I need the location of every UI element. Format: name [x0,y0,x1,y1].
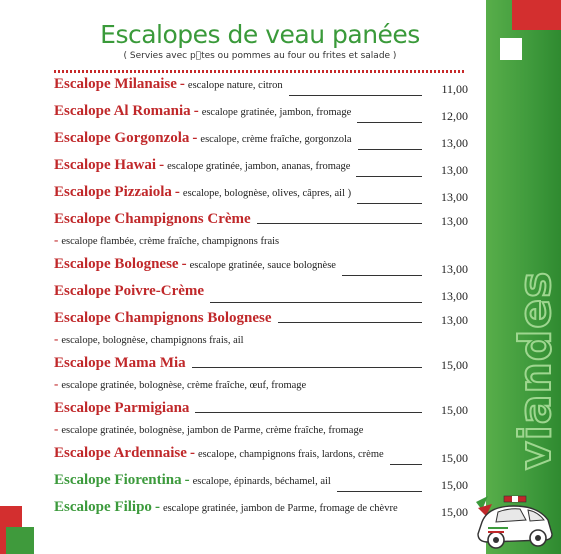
price-leader-line [342,275,422,276]
menu-item-row [54,256,468,283]
menu-item-row [54,445,468,472]
menu-item-row [54,103,468,130]
dish-description: escalope gratinée, jambon, fromage [201,107,352,118]
dish-name: Escalope Champignons Bolognese [54,310,272,326]
dish-description-line [54,420,468,445]
dish-price: 15,00 [441,403,468,417]
menu-list [54,76,468,526]
dish-name: Escalope Mama Mia [54,355,186,371]
price-leader-line [357,122,422,123]
dish-price: 13,00 [441,163,468,177]
dish-description: escalope, bolognèse, olives, câpres, ail ) [182,188,352,199]
dish-price: 12,00 [441,109,468,123]
dish-description: escalope, crème fraîche, gorgonzola [200,134,352,145]
menu-item [54,283,468,310]
menu-item-row [54,472,468,499]
dash-separator: - [179,76,185,92]
dish-price: 13,00 [441,190,468,204]
menu-item [54,355,468,400]
dash-separator: - [189,445,195,461]
dash-separator: - [174,184,180,200]
price-leader-line [192,367,422,368]
dash-separator: - [159,157,165,173]
dish-description-line [54,330,468,355]
price-leader-line [390,464,422,465]
menu-item-row [54,157,468,184]
dish-name: Escalope Fiorentina [54,472,182,488]
dish-price: 13,00 [441,289,468,303]
dish-price: 13,00 [441,313,468,327]
dish-name: Escalope Pizzaiola [54,184,172,200]
price-leader-line [210,302,422,303]
dish-description: escalope gratinée, jambon, ananas, fromage [167,161,351,172]
title-divider [54,70,466,73]
menu-item [54,130,468,157]
decorative-green-corner [6,527,34,554]
dish-name: Escalope Poivre-Crème [54,283,205,299]
menu-item [54,472,468,499]
price-leader-line [278,322,422,323]
dish-description: escalope gratinée, sauce bolognèse [189,260,336,271]
menu-item [54,184,468,211]
dish-price: 13,00 [441,136,468,150]
dish-name: Escalope Champignons Crème [54,211,251,227]
price-leader-line [257,223,422,224]
dash-separator: - [181,256,187,272]
menu-item [54,400,468,445]
menu-item [54,310,468,355]
dash-separator: - [54,331,59,346]
price-leader-line [337,491,422,492]
dish-name: Escalope Bolognese [54,256,179,272]
menu-item-row [54,130,468,157]
menu-item-row [54,355,468,375]
dish-description-line [54,231,468,256]
dish-description: escalope flambée, crème fraîche, champignons frais [61,236,280,247]
price-leader-line [357,203,422,204]
category-label-viandes: viandes [510,270,561,470]
price-leader-line [358,149,422,150]
page-title: Escalopes de veau panées [100,20,420,49]
menu-item-row [54,283,468,310]
menu-item-row [54,184,468,211]
dish-price: 15,00 [441,505,468,519]
dish-description: escalope, bolognèse, champignons frais, ail [61,335,244,346]
menu-item-row [54,310,468,330]
dish-price: 15,00 [441,451,468,465]
menu-item [54,211,468,256]
menu-item [54,103,468,130]
dish-name: Escalope Al Romania [54,103,191,119]
menu-item-row [54,499,468,526]
menu-item [54,157,468,184]
menu-item-row [54,400,468,420]
menu-item [54,445,468,472]
dish-name: Escalope Gorgonzola [54,130,190,146]
dash-separator: - [54,421,59,436]
pizza-car-icon [468,488,558,554]
dash-separator: - [192,130,198,146]
dish-description: escalope nature, citron [187,80,283,91]
dash-separator: - [154,499,160,515]
dish-description: escalope, champignons frais, lardons, crème [197,449,384,460]
dish-description: escalope gratinée, jambon de Parme, fromage de chèvre [162,503,398,514]
dish-name: Escalope Filipo [54,499,152,515]
page-subtitle: ( Servies avec p tes ou pommes au four ou frites et salade ) [123,51,397,61]
price-leader-line [195,412,422,413]
menu-item-row [54,211,468,231]
dish-name: Escalope Ardennaise [54,445,187,461]
dish-description: escalope gratinée, bolognèse, jambon de Parme, crème fraîche, fromage [61,425,364,436]
dish-name: Escalope Milanaise [54,76,177,92]
dash-separator: - [54,376,59,391]
dish-description: escalope, épinards, béchamel, ail [192,476,331,487]
menu-item [54,76,468,103]
menu-item [54,256,468,283]
menu-item [54,499,468,526]
dash-separator: - [54,232,59,247]
price-leader-line [289,95,422,96]
dash-separator: - [184,472,190,488]
dash-separator: - [193,103,199,119]
dish-price: 13,00 [441,262,468,276]
dish-price: 15,00 [441,478,468,492]
price-leader-line [356,176,422,177]
dish-name: Escalope Parmigiana [54,400,190,416]
dish-description-line [54,375,468,400]
menu-item-row [54,76,468,103]
dish-name: Escalope Hawai [54,157,157,173]
dish-price: 13,00 [441,214,468,228]
dish-description: escalope gratinée, bolognèse, crème fraîche, œuf, fromage [61,380,307,391]
dish-price: 15,00 [441,358,468,372]
dish-price: 11,00 [441,82,468,96]
